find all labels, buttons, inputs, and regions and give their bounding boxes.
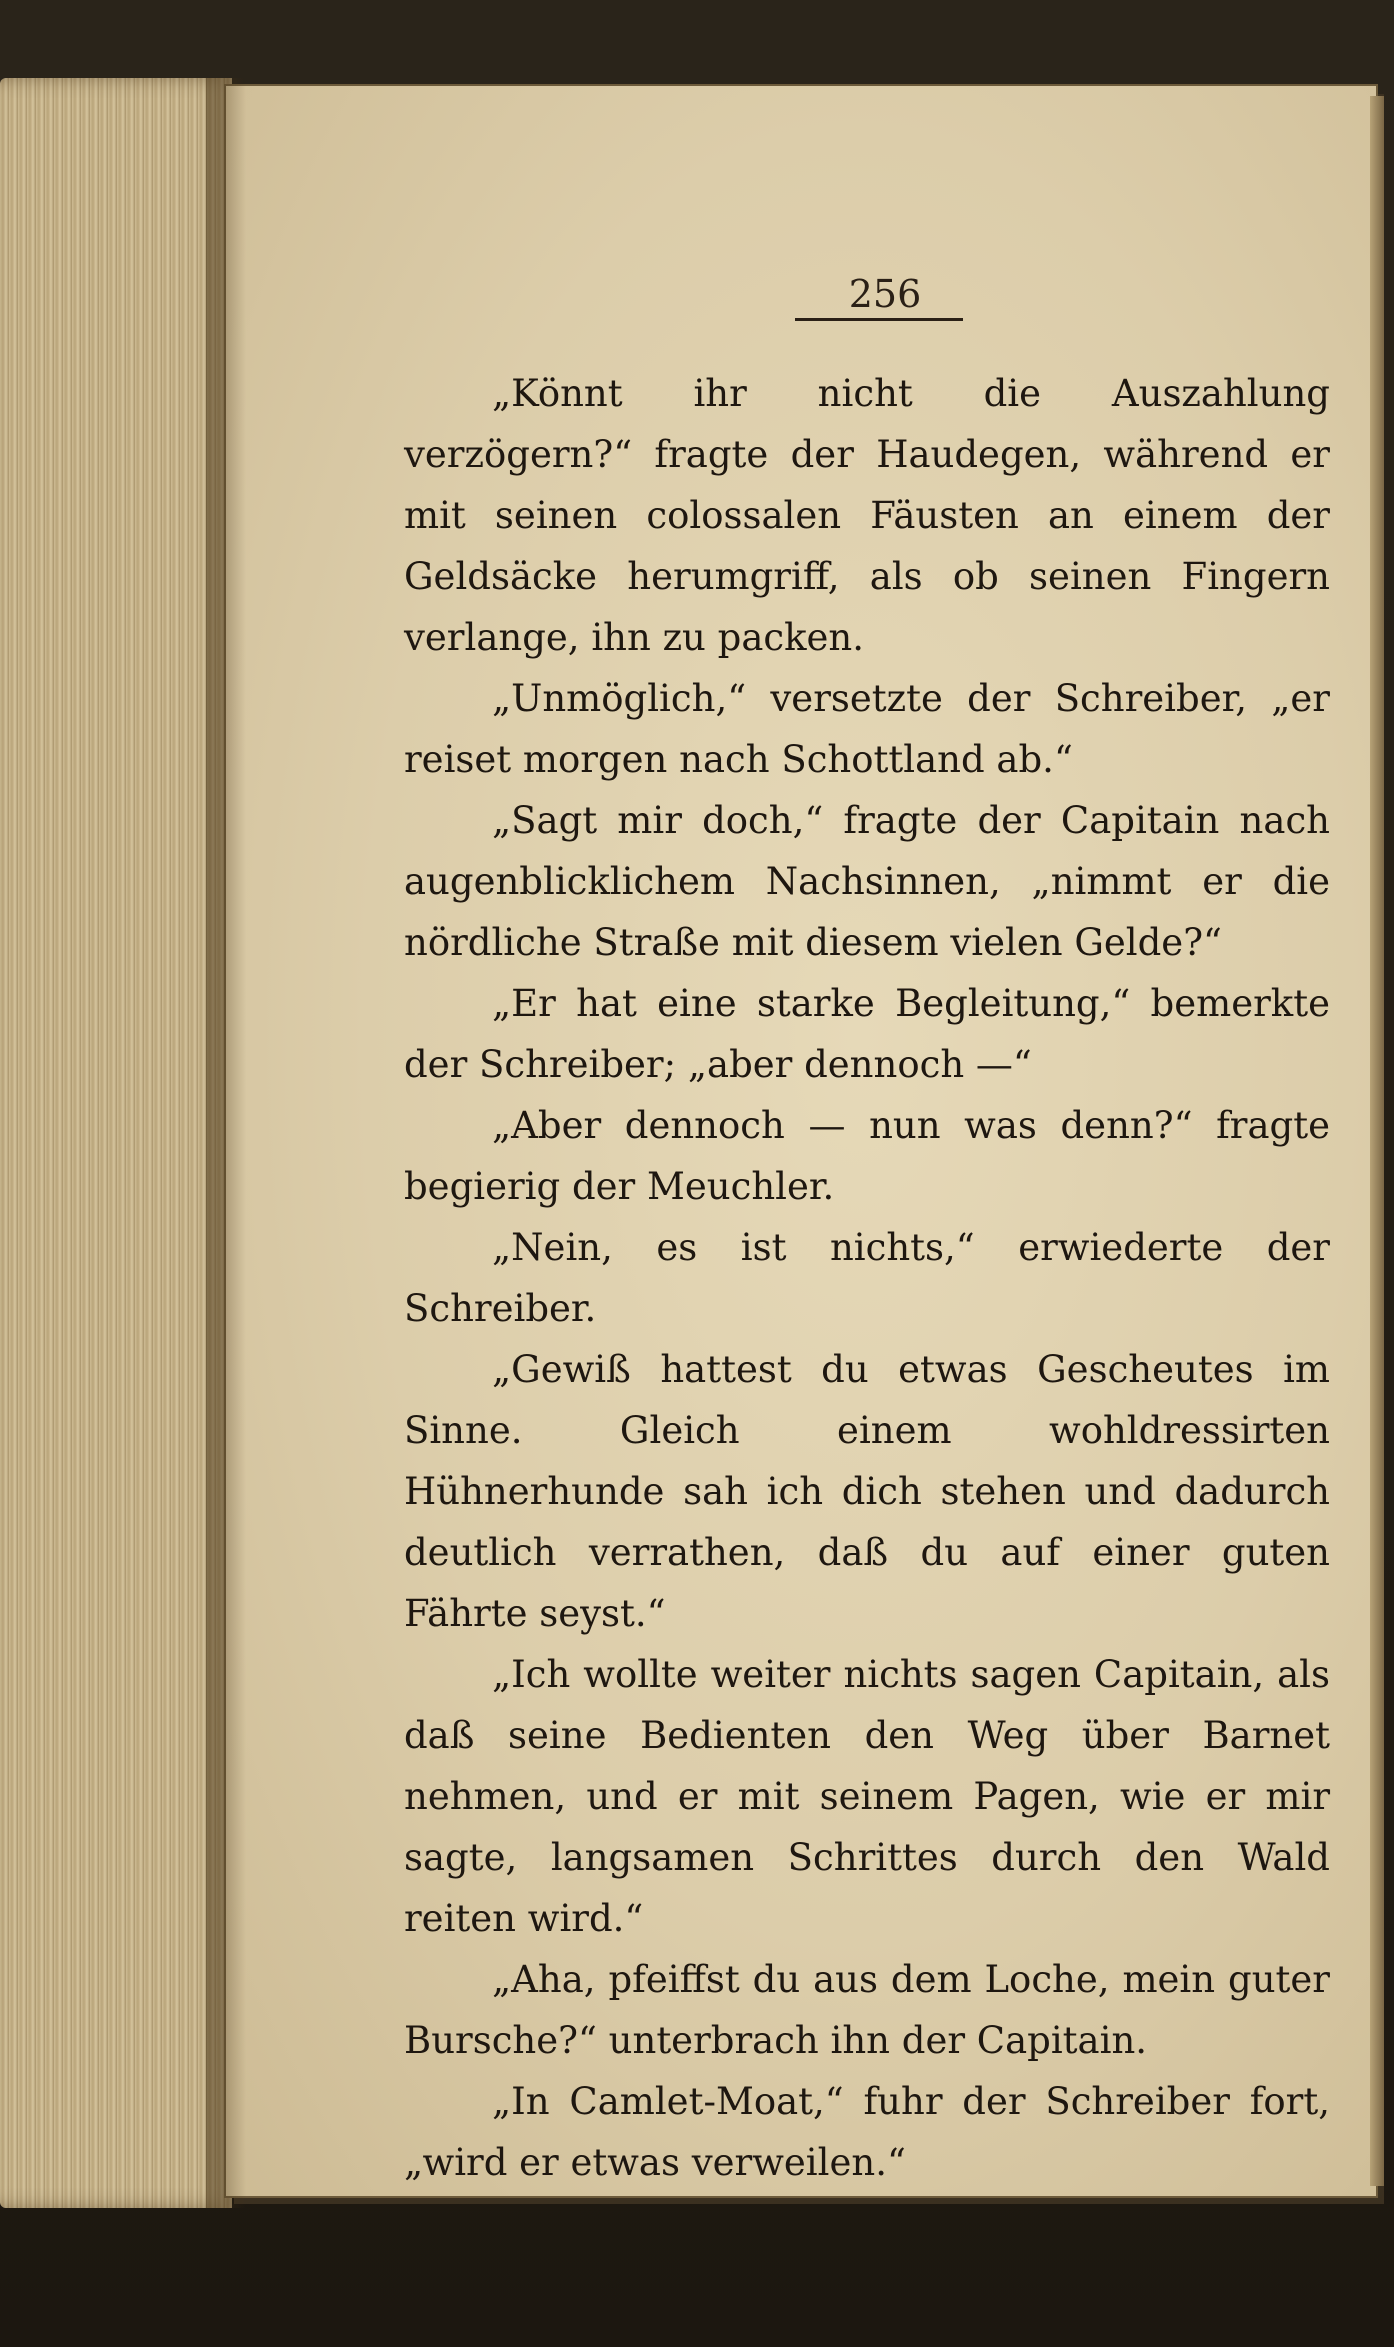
page-number: 256: [848, 272, 922, 316]
binding-shadow: [206, 78, 246, 2208]
page-right-edge: [1370, 96, 1384, 2186]
page-number-rule: [795, 318, 963, 321]
paragraph: „Gewiß hattest du etwas Gescheutes im Sinne. Gleich einem wohldressirten Hühnerhunde sah ich dich stehen und dadurch deutlich verrathen, daß du auf einer guten Fährte seyst.“: [404, 1348, 1330, 1635]
paragraph: „Könnt ihr nicht die Auszahlung verzögern?“ fragte der Haudegen, während er mit seinen colossalen Fäusten an einem der Geldsäcke herumgriff, als ob seinen Fingern verlange, ihn zu packen.: [404, 372, 1330, 659]
paragraph: „In Camlet-Moat,“ fuhr der Schreiber fort, „wird er etwas verweilen.“: [404, 2080, 1330, 2184]
stacked-page-edges: [0, 78, 232, 2208]
paragraph: „Ich wollte weiter nichts sagen Capitain, als daß seine Bedienten den Weg über Barnet nehmen, und er mit seinem Pagen, wie er mir sagte, langsamen Schrittes durch den Wald reiten wird.“: [404, 1653, 1330, 1940]
paragraph: „Aha, pfeiffst du aus dem Loche, mein guter Bursche?“ unterbrach ihn der Capitain.: [404, 1958, 1330, 2062]
paragraph: „Aber dennoch — nun was denn?“ fragte begierig der Meuchler.: [404, 1104, 1330, 1208]
body-text: [404, 363, 1330, 2193]
paragraph: „Er hat eine starke Begleitung,“ bemerkte der Schreiber; „aber dennoch —“: [404, 982, 1330, 1086]
paragraph: „Sagt mir doch,“ fragte der Capitain nach augenblicklichem Nachsinnen, „nimmt er die nördliche Straße mit diesem vielen Gelde?“: [404, 799, 1330, 964]
paragraph: „Nein, es ist nichts,“ erwiederte der Schreiber.: [404, 1226, 1330, 1330]
paragraph: „Unmöglich,“ versetzte der Schreiber, „er reiset morgen nach Schottland ab.“: [404, 677, 1330, 781]
